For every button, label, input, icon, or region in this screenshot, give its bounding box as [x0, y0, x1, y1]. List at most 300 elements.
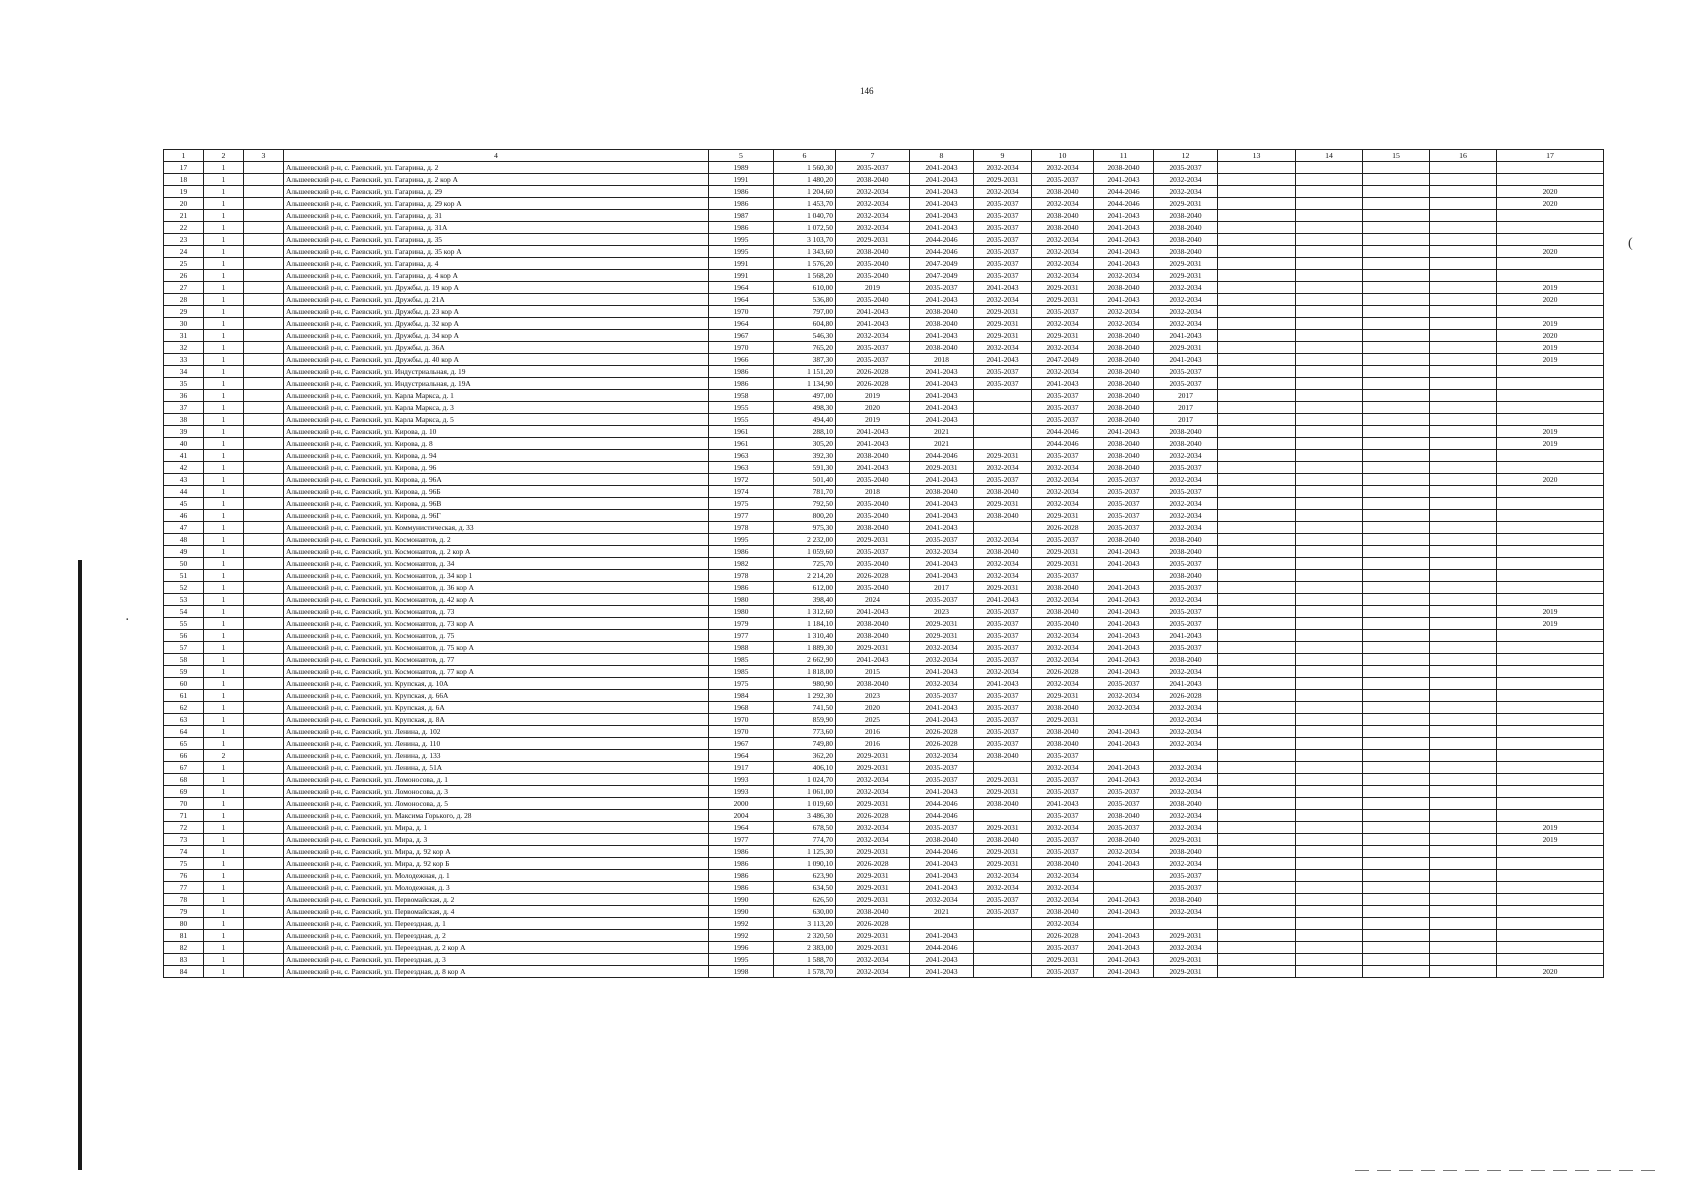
table-cell: 2038-2040	[1032, 186, 1094, 198]
table-cell	[1363, 918, 1430, 930]
table-cell	[1430, 162, 1497, 174]
table-cell: 2032-2034	[1032, 198, 1094, 210]
header-cell: 8	[910, 150, 974, 162]
table-cell: 1 588,70	[774, 954, 836, 966]
header-cell: 7	[836, 150, 910, 162]
table-cell	[1363, 666, 1430, 678]
table-cell	[1430, 354, 1497, 366]
address-cell: Альшеевский р-н, с. Раевский, ул. Гагарина, д. 31	[284, 210, 709, 222]
table-row	[164, 438, 1604, 450]
table-cell: 1 204,60	[774, 186, 836, 198]
table-cell	[1497, 906, 1604, 918]
table-cell: 2038-2040	[910, 486, 974, 498]
table-cell: 2035-2040	[836, 258, 910, 270]
table-cell	[1363, 378, 1430, 390]
table-row	[164, 594, 1604, 606]
table-cell	[974, 402, 1032, 414]
table-cell: 2041-2043	[1094, 582, 1154, 594]
table-row	[164, 306, 1604, 318]
table-cell: 2035-2037	[974, 366, 1032, 378]
table-cell	[1497, 258, 1604, 270]
table-cell: 2041-2043	[974, 678, 1032, 690]
table-cell: 42	[164, 462, 204, 474]
address-cell: Альшеевский р-н, с. Раевский, ул. Дружбы, д. 32 кор А	[284, 318, 709, 330]
table-cell: 2019	[1497, 342, 1604, 354]
table-cell: 2032-2034	[910, 642, 974, 654]
table-cell	[244, 198, 284, 210]
table-cell: 2038-2040	[1094, 282, 1154, 294]
table-cell	[1296, 306, 1363, 318]
table-cell: 2032-2034	[1032, 366, 1094, 378]
table-cell: 2019	[1497, 606, 1604, 618]
address-cell: Альшеевский р-н, с. Раевский, ул. Кирова, д. 96Б	[284, 486, 709, 498]
table-cell	[1430, 786, 1497, 798]
table-cell: 2041-2043	[1094, 774, 1154, 786]
table-cell: 1986	[709, 222, 774, 234]
table-cell: 2038-2040	[1032, 738, 1094, 750]
table-cell: 1	[204, 594, 244, 606]
table-cell: 2035-2037	[974, 726, 1032, 738]
table-cell: 2029-2031	[1154, 930, 1218, 942]
table-cell: 2044-2046	[910, 450, 974, 462]
table-cell: 1	[204, 318, 244, 330]
table-cell: 1988	[709, 642, 774, 654]
table-cell: 1 818,00	[774, 666, 836, 678]
table-cell	[1363, 834, 1430, 846]
address-cell: Альшеевский р-н, с. Раевский, ул. Ломоносова, д. 3	[284, 786, 709, 798]
table-cell	[1218, 378, 1296, 390]
table-cell	[1430, 498, 1497, 510]
table-cell: 51	[164, 570, 204, 582]
table-cell: 2041-2043	[1032, 798, 1094, 810]
table-cell: 2029-2031	[974, 582, 1032, 594]
table-cell: 792,50	[774, 498, 836, 510]
address-cell: Альшеевский р-н, с. Раевский, ул. Дружбы, д. 19 кор А	[284, 282, 709, 294]
table-cell: 2029-2031	[1032, 330, 1094, 342]
table-cell	[1363, 282, 1430, 294]
table-cell: 74	[164, 846, 204, 858]
table-cell: 2038-2040	[974, 510, 1032, 522]
table-cell: 1	[204, 498, 244, 510]
table-cell: 2026-2028	[910, 738, 974, 750]
table-cell	[1218, 354, 1296, 366]
table-cell: 1 184,10	[774, 618, 836, 630]
table-cell	[244, 930, 284, 942]
table-cell: 2035-2037	[910, 822, 974, 834]
table-cell: 1977	[709, 834, 774, 846]
address-cell: Альшеевский р-н, с. Раевский, ул. Ломоносова, д. 5	[284, 798, 709, 810]
table-cell	[1497, 378, 1604, 390]
table-row	[164, 390, 1604, 402]
table-cell: 2019	[836, 390, 910, 402]
table-cell: 2041-2043	[1094, 954, 1154, 966]
table-cell: 1	[204, 510, 244, 522]
address-cell: Альшеевский р-н, с. Раевский, ул. Кирова, д. 94	[284, 450, 709, 462]
table-cell: 2026-2028	[1154, 690, 1218, 702]
table-cell: 2035-2037	[836, 546, 910, 558]
table-cell: 1986	[709, 186, 774, 198]
table-cell	[1430, 810, 1497, 822]
table-cell: 2019	[1497, 822, 1604, 834]
table-cell	[1363, 510, 1430, 522]
table-cell: 2032-2034	[1154, 762, 1218, 774]
table-cell: 2032-2034	[1032, 318, 1094, 330]
table-cell: 1	[204, 918, 244, 930]
table-cell	[1497, 366, 1604, 378]
table-cell: 1963	[709, 462, 774, 474]
table-cell: 2038-2040	[974, 834, 1032, 846]
table-cell: 1	[204, 330, 244, 342]
table-cell	[1296, 438, 1363, 450]
table-cell	[1430, 510, 1497, 522]
table-cell	[1218, 870, 1296, 882]
table-cell: 2041-2043	[1094, 654, 1154, 666]
table-cell: 2035-2037	[974, 618, 1032, 630]
table-cell	[1296, 498, 1363, 510]
table-cell	[1497, 918, 1604, 930]
table-cell	[1218, 438, 1296, 450]
table-cell: 2029-2031	[974, 846, 1032, 858]
table-cell: 1	[204, 210, 244, 222]
table-cell: 2032-2034	[1032, 678, 1094, 690]
table-row	[164, 342, 1604, 354]
table-cell	[1218, 954, 1296, 966]
table-cell	[974, 762, 1032, 774]
table-cell: 2032-2034	[1154, 498, 1218, 510]
table-cell: 2041-2043	[1094, 426, 1154, 438]
table-cell: 2041-2043	[1094, 906, 1154, 918]
table-cell: 2038-2040	[1094, 414, 1154, 426]
address-cell: Альшеевский р-н, с. Раевский, ул. Ленина, д. 110	[284, 738, 709, 750]
table-cell: 2000	[709, 798, 774, 810]
table-cell: 2041-2043	[1094, 234, 1154, 246]
table-cell: 1	[204, 690, 244, 702]
table-cell: 2026-2028	[1032, 666, 1094, 678]
margin-mark: (	[1628, 236, 1633, 251]
table-cell	[1296, 726, 1363, 738]
table-cell: 20	[164, 198, 204, 210]
table-cell	[244, 942, 284, 954]
table-cell	[1363, 642, 1430, 654]
table-cell: 2035-2037	[910, 534, 974, 546]
table-cell	[1296, 450, 1363, 462]
table-cell: 2044-2046	[910, 234, 974, 246]
table-cell: 2041-2043	[1094, 858, 1154, 870]
table-row	[164, 510, 1604, 522]
table-row	[164, 810, 1604, 822]
table-cell	[244, 762, 284, 774]
table-cell	[1430, 930, 1497, 942]
table-cell	[1296, 690, 1363, 702]
table-cell: 1 134,90	[774, 378, 836, 390]
table-cell: 1972	[709, 474, 774, 486]
table-cell: 1 040,70	[774, 210, 836, 222]
table-cell	[1363, 690, 1430, 702]
table-cell	[1296, 558, 1363, 570]
table-cell	[1218, 474, 1296, 486]
table-cell: 2041-2043	[974, 594, 1032, 606]
table-cell: 1958	[709, 390, 774, 402]
table-cell: 2032-2034	[1154, 906, 1218, 918]
table-cell	[1363, 414, 1430, 426]
table-cell	[244, 438, 284, 450]
table-cell: 2032-2034	[1032, 762, 1094, 774]
table-cell: 2029-2031	[1154, 966, 1218, 978]
address-cell: Альшеевский р-н, с. Раевский, ул. Индустриальная, д. 19А	[284, 378, 709, 390]
header-cell: 12	[1154, 150, 1218, 162]
table-row	[164, 414, 1604, 426]
table-cell	[1430, 306, 1497, 318]
table-cell	[244, 534, 284, 546]
table-cell: 2038-2040	[910, 306, 974, 318]
table-cell	[1497, 930, 1604, 942]
table-row	[164, 882, 1604, 894]
table-cell	[1363, 870, 1430, 882]
table-cell: 2035-2040	[836, 474, 910, 486]
table-cell	[1218, 942, 1296, 954]
table-cell: 1 090,10	[774, 858, 836, 870]
table-cell	[244, 594, 284, 606]
table-cell	[1094, 870, 1154, 882]
table-cell: 44	[164, 486, 204, 498]
table-cell: 2015	[836, 666, 910, 678]
table-cell: 2029-2031	[1154, 258, 1218, 270]
table-cell: 2038-2040	[836, 630, 910, 642]
address-cell: Альшеевский р-н, с. Раевский, ул. Космонавтов, д. 2 кор А	[284, 546, 709, 558]
table-cell: 2032-2034	[1154, 822, 1218, 834]
table-cell: 54	[164, 606, 204, 618]
address-cell: Альшеевский р-н, с. Раевский, ул. Крупская, д. 8А	[284, 714, 709, 726]
table-cell: 2032-2034	[1032, 882, 1094, 894]
table-cell	[1296, 702, 1363, 714]
table-cell: 623,90	[774, 870, 836, 882]
table-cell: 2035-2037	[974, 630, 1032, 642]
table-cell	[1363, 858, 1430, 870]
table-cell: 79	[164, 906, 204, 918]
table-cell	[1296, 510, 1363, 522]
table-cell	[244, 714, 284, 726]
table-cell	[1094, 750, 1154, 762]
table-cell: 47	[164, 522, 204, 534]
table-cell	[1430, 738, 1497, 750]
table-cell: 1967	[709, 330, 774, 342]
table-cell: 498,30	[774, 402, 836, 414]
table-cell: 2032-2034	[1032, 462, 1094, 474]
table-cell: 61	[164, 690, 204, 702]
table-cell	[1363, 498, 1430, 510]
table-cell: 2032-2034	[1032, 486, 1094, 498]
table-row	[164, 222, 1604, 234]
table-cell: 2038-2040	[1154, 438, 1218, 450]
table-cell	[1363, 738, 1430, 750]
address-cell: Альшеевский р-н, с. Раевский, ул. Переездная, д. 2 кор А	[284, 942, 709, 954]
address-cell: Альшеевский р-н, с. Раевский, ул. Космонавтов, д. 77	[284, 654, 709, 666]
table-cell: 2032-2034	[836, 774, 910, 786]
table-cell	[1218, 762, 1296, 774]
table-cell: 2041-2043	[1154, 354, 1218, 366]
table-cell: 2035-2037	[836, 162, 910, 174]
table-cell: 2032-2034	[910, 678, 974, 690]
table-cell	[1218, 786, 1296, 798]
table-cell	[1430, 954, 1497, 966]
table-cell: 1	[204, 342, 244, 354]
table-cell	[1296, 930, 1363, 942]
table-cell	[1296, 918, 1363, 930]
table-row	[164, 654, 1604, 666]
table-cell	[1296, 366, 1363, 378]
table-cell: 1	[204, 870, 244, 882]
table-cell: 2032-2034	[1154, 714, 1218, 726]
table-cell	[1363, 438, 1430, 450]
table-cell: 55	[164, 618, 204, 630]
table-cell: 2041-2043	[1154, 330, 1218, 342]
table-cell	[1363, 390, 1430, 402]
table-cell: 2041-2043	[1094, 606, 1154, 618]
table-row	[164, 666, 1604, 678]
table-cell: 2035-2037	[910, 690, 974, 702]
table-cell	[1363, 954, 1430, 966]
table-cell: 2035-2037	[1154, 870, 1218, 882]
table-cell: 797,00	[774, 306, 836, 318]
housing-register-table	[163, 149, 1604, 978]
table-cell: 2029-2031	[1032, 558, 1094, 570]
table-cell: 1	[204, 162, 244, 174]
table-cell	[1363, 846, 1430, 858]
table-cell: 24	[164, 246, 204, 258]
table-cell	[1296, 246, 1363, 258]
table-cell: 1996	[709, 942, 774, 954]
table-cell: 68	[164, 774, 204, 786]
table-cell	[1497, 786, 1604, 798]
table-cell: 2019	[1497, 834, 1604, 846]
table-cell: 2032-2034	[1154, 942, 1218, 954]
table-cell: 2032-2034	[1032, 822, 1094, 834]
table-cell: 2026-2028	[836, 378, 910, 390]
table-cell: 2032-2034	[1154, 450, 1218, 462]
table-cell	[1218, 810, 1296, 822]
address-cell: Альшеевский р-н, с. Раевский, ул. Гагарина, д. 4	[284, 258, 709, 270]
table-cell	[1430, 474, 1497, 486]
table-cell: 1	[204, 882, 244, 894]
header-cell: 16	[1430, 150, 1497, 162]
table-cell	[244, 882, 284, 894]
table-cell	[244, 726, 284, 738]
table-cell	[244, 870, 284, 882]
table-cell	[1497, 510, 1604, 522]
table-cell: 2038-2040	[974, 750, 1032, 762]
table-cell: 1	[204, 630, 244, 642]
table-cell	[1363, 582, 1430, 594]
table-cell	[1430, 858, 1497, 870]
table-cell: 69	[164, 786, 204, 798]
table-cell: 2041-2043	[1094, 594, 1154, 606]
table-cell: 2038-2040	[836, 246, 910, 258]
table-cell: 2035-2037	[1094, 786, 1154, 798]
table-cell: 2044-2046	[1094, 198, 1154, 210]
address-cell: Альшеевский р-н, с. Раевский, ул. Кирова, д. 8	[284, 438, 709, 450]
table-cell	[1296, 882, 1363, 894]
table-cell	[1218, 414, 1296, 426]
table-cell	[1430, 678, 1497, 690]
table-row	[164, 606, 1604, 618]
table-cell: 2035-2037	[974, 738, 1032, 750]
header-cell: 3	[244, 150, 284, 162]
table-cell: 2038-2040	[1094, 834, 1154, 846]
table-cell	[1430, 258, 1497, 270]
table-cell	[1497, 558, 1604, 570]
table-cell	[1497, 942, 1604, 954]
table-cell: 398,40	[774, 594, 836, 606]
table-cell	[1218, 882, 1296, 894]
table-cell	[244, 630, 284, 642]
table-cell: 630,00	[774, 906, 836, 918]
table-cell: 62	[164, 702, 204, 714]
table-cell	[244, 678, 284, 690]
table-cell: 40	[164, 438, 204, 450]
table-cell	[1430, 774, 1497, 786]
table-cell: 2026-2028	[836, 810, 910, 822]
table-cell: 63	[164, 714, 204, 726]
table-cell	[1218, 186, 1296, 198]
table-cell: 1	[204, 522, 244, 534]
table-cell: 2038-2040	[1094, 162, 1154, 174]
table-cell	[1363, 426, 1430, 438]
table-cell: 2029-2031	[1032, 282, 1094, 294]
table-cell	[1094, 882, 1154, 894]
table-cell: 2041-2043	[836, 606, 910, 618]
table-cell: 1	[204, 534, 244, 546]
table-cell	[244, 690, 284, 702]
table-cell: 1970	[709, 714, 774, 726]
table-cell	[910, 918, 974, 930]
table-cell: 2038-2040	[1032, 726, 1094, 738]
table-cell	[1296, 750, 1363, 762]
table-cell: 2020	[1497, 474, 1604, 486]
scan-bottom-line	[1355, 1170, 1655, 1171]
table-cell: 1	[204, 966, 244, 978]
table-cell	[1218, 642, 1296, 654]
table-cell: 2032-2034	[974, 534, 1032, 546]
table-cell	[1363, 534, 1430, 546]
table-cell: 1985	[709, 666, 774, 678]
address-cell: Альшеевский р-н, с. Раевский, ул. Ломоносова, д. 1	[284, 774, 709, 786]
table-cell: 3 103,70	[774, 234, 836, 246]
table-row	[164, 366, 1604, 378]
table-cell	[1497, 402, 1604, 414]
table-cell	[244, 570, 284, 582]
table-cell: 1917	[709, 762, 774, 774]
table-row	[164, 630, 1604, 642]
table-cell: 2038-2040	[1094, 402, 1154, 414]
table-cell: 2047-2049	[1032, 354, 1094, 366]
table-cell: 2026-2028	[836, 570, 910, 582]
table-cell	[1218, 342, 1296, 354]
table-cell: 2035-2040	[836, 270, 910, 282]
table-cell	[1296, 198, 1363, 210]
table-cell: 2032-2034	[1154, 174, 1218, 186]
table-cell: 2035-2037	[974, 690, 1032, 702]
table-cell: 1964	[709, 282, 774, 294]
table-cell: 1991	[709, 258, 774, 270]
table-cell	[1218, 546, 1296, 558]
table-cell	[1296, 786, 1363, 798]
table-cell	[1363, 318, 1430, 330]
table-row	[164, 570, 1604, 582]
table-cell: 2044-2046	[910, 846, 974, 858]
table-cell	[1430, 174, 1497, 186]
table-cell: 2032-2034	[1154, 186, 1218, 198]
table-cell: 2035-2037	[974, 378, 1032, 390]
